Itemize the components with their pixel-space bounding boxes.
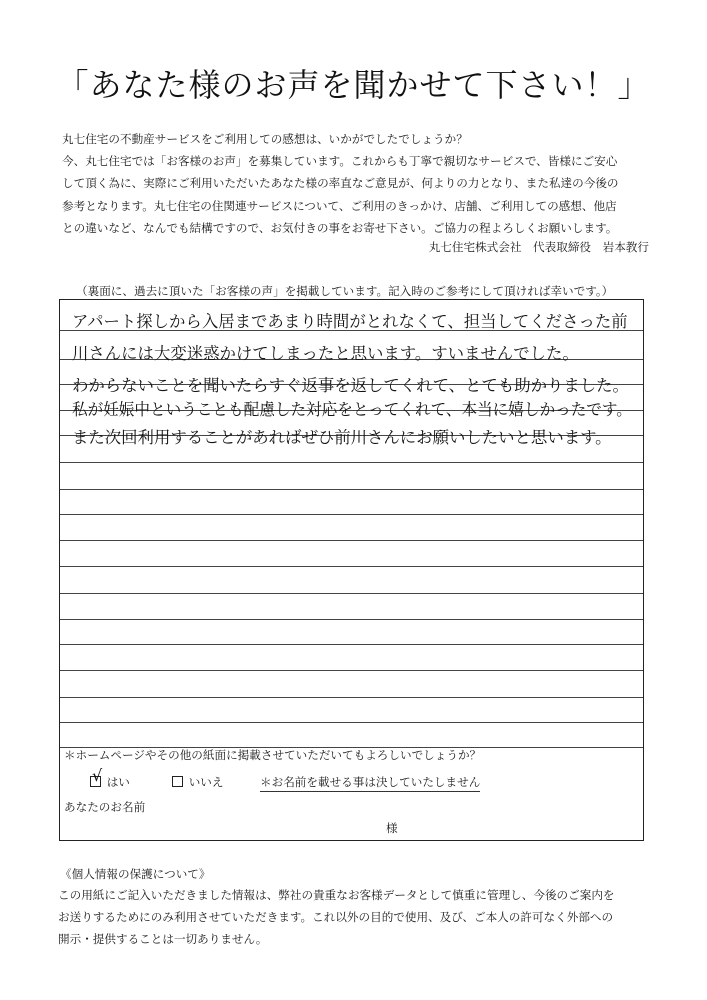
ruled-line	[60, 462, 643, 463]
intro-line: との違いなど、なんでも結構ですので、お気付きの事をお寄せ下さい。ご協力の程よろしくお願いします。	[62, 220, 618, 235]
intro-line: して頂く為に、実際にご利用いただいたあなた様の率直なご意見が、何よりの力となり、また私達の今後の	[62, 176, 619, 191]
name-privacy-note: ＊お名前を載せる事は決していたしません	[260, 774, 480, 792]
option-no[interactable]	[172, 774, 223, 790]
permission-question: ＊ホームページやその他の紙面に掲載させていただいてもよろしいでしょうか？	[64, 748, 482, 762]
ruled-line	[60, 670, 643, 671]
ruled-line	[60, 619, 643, 620]
checkbox-no[interactable]	[172, 776, 183, 787]
ruled-line	[60, 514, 643, 515]
ruled-line	[60, 644, 643, 645]
privacy-line: この用紙にご記入いただきました情報は、弊社の貴重なお客様データとして慎重に管理し、今後のご案内を	[58, 888, 615, 902]
intro-line: 今、丸七住宅では「お客様のお声」を募集しています。これからも丁寧で親切なサービスで、皆様にご安心	[62, 154, 618, 169]
privacy-line: お送りするためにのみ利用させていただきます。これ以外の目的で使用、及び、ご本人の許可なく外部への	[58, 910, 614, 924]
ruled-line	[60, 489, 643, 490]
ruled-line	[60, 593, 643, 594]
comment-box	[59, 299, 644, 841]
reference-note: （裏面に、過去に頂いた「お客様の声」を掲載しています。記入時のご参考にして頂ければ幸いです。）	[76, 284, 614, 298]
privacy-title: 《個人情報の保護について》	[60, 867, 211, 881]
handwritten-line: 私が妊娠中ということも配慮した対応をとってくれて、本当に嬉しかったです。	[72, 400, 632, 419]
handwritten-line: 川さんには大変迷惑かけてしまったと思います。すいませんでした。	[72, 344, 579, 363]
intro-text	[62, 128, 652, 239]
checkmark-icon: √	[92, 766, 103, 785]
name-suffix: 様	[386, 821, 398, 835]
name-label: あなたのお名前	[64, 800, 146, 814]
ruled-writing-area	[60, 300, 643, 742]
ruled-line	[60, 722, 643, 723]
ruled-line	[60, 540, 643, 541]
privacy-line: 開示・提供することは一切ありません。	[58, 932, 268, 946]
page-title: 「あなた様のお声を聞かせて下さい！」	[56, 66, 651, 104]
option-yes-label: はい	[106, 775, 130, 789]
handwritten-line: また次回利用することがあればぜひ前川さんにお願いしたいと思います。	[72, 428, 612, 447]
handwritten-line: わからないことを聞いたらすぐ返事を返してくれて、とても助かりました。	[72, 376, 629, 395]
handwritten-line: アパート探しから入居まであまり時間がとれなくて、担当してくださった前	[72, 312, 628, 331]
privacy-text	[58, 884, 658, 950]
intro-line: 参考となります。丸七住宅の住関連サービスについて、ご利用のきっかけ、店舗、ご利用しての感想、他店	[62, 198, 617, 213]
option-no-label: いいえ	[188, 775, 224, 789]
company-signature: 丸七住宅株式会社 代表取締役 岩本教行	[428, 240, 649, 254]
ruled-line	[60, 566, 643, 567]
intro-line: 丸七住宅の不動産サービスをご利用しての感想は、いかがでしたでしょうか？	[62, 132, 468, 146]
option-yes[interactable]	[90, 766, 130, 790]
ruled-line	[60, 697, 643, 698]
